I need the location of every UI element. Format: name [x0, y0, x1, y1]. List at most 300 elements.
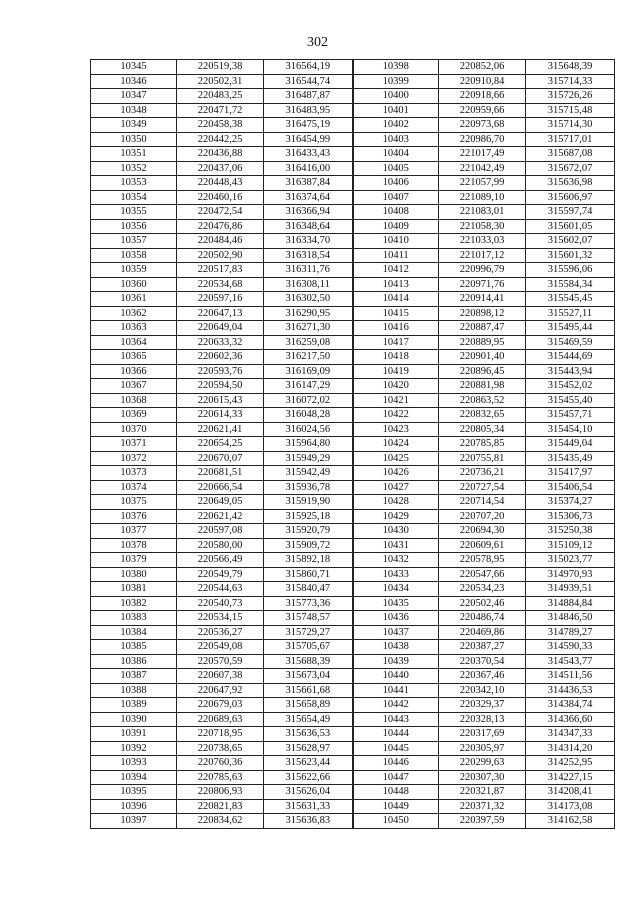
point-number-cell: 10420 — [353, 379, 439, 394]
y-coordinate-cell: 315444,69 — [526, 350, 615, 365]
point-number-cell: 10388 — [91, 683, 177, 698]
x-coordinate-cell: 220609,61 — [439, 538, 526, 553]
x-coordinate-cell: 220973,68 — [439, 118, 526, 133]
y-coordinate-cell: 315726,26 — [526, 89, 615, 104]
y-coordinate-cell: 315443,94 — [526, 364, 615, 379]
x-coordinate-cell: 220305,97 — [439, 741, 526, 756]
x-coordinate-cell: 220437,06 — [177, 161, 264, 176]
point-number-cell: 10409 — [353, 219, 439, 234]
point-number-cell: 10421 — [353, 393, 439, 408]
x-coordinate-cell: 221057,99 — [439, 176, 526, 191]
y-coordinate-cell: 315452,02 — [526, 379, 615, 394]
table-row — [91, 205, 615, 220]
table-row — [91, 814, 615, 829]
y-coordinate-cell: 315687,08 — [526, 147, 615, 162]
x-coordinate-cell: 220436,88 — [177, 147, 264, 162]
point-number-cell: 10441 — [353, 683, 439, 698]
y-coordinate-cell: 316308,11 — [264, 277, 353, 292]
x-coordinate-cell: 220694,30 — [439, 524, 526, 539]
point-number-cell: 10419 — [353, 364, 439, 379]
y-coordinate-cell: 316564,19 — [264, 60, 353, 75]
point-number-cell: 10372 — [91, 451, 177, 466]
point-number-cell: 10439 — [353, 654, 439, 669]
x-coordinate-cell: 220484,46 — [177, 234, 264, 249]
y-coordinate-cell: 315455,40 — [526, 393, 615, 408]
table-row — [91, 89, 615, 104]
table-row — [91, 538, 615, 553]
point-number-cell: 10379 — [91, 553, 177, 568]
y-coordinate-cell: 314314,20 — [526, 741, 615, 756]
x-coordinate-cell: 220549,79 — [177, 567, 264, 582]
x-coordinate-cell: 220502,31 — [177, 74, 264, 89]
x-coordinate-cell: 220607,38 — [177, 669, 264, 684]
y-coordinate-cell: 315406,54 — [526, 480, 615, 495]
y-coordinate-cell: 315964,80 — [264, 437, 353, 452]
y-coordinate-cell: 315936,78 — [264, 480, 353, 495]
x-coordinate-cell: 220901,40 — [439, 350, 526, 365]
point-number-cell: 10363 — [91, 321, 177, 336]
table-row — [91, 350, 615, 365]
table-row — [91, 234, 615, 249]
y-coordinate-cell: 315417,97 — [526, 466, 615, 481]
y-coordinate-cell: 316416,00 — [264, 161, 353, 176]
point-number-cell: 10412 — [353, 263, 439, 278]
point-number-cell: 10413 — [353, 277, 439, 292]
point-number-cell: 10416 — [353, 321, 439, 336]
table-row — [91, 451, 615, 466]
y-coordinate-cell: 315942,49 — [264, 466, 353, 481]
y-coordinate-cell: 315949,29 — [264, 451, 353, 466]
x-coordinate-cell: 220594,50 — [177, 379, 264, 394]
x-coordinate-cell: 220593,76 — [177, 364, 264, 379]
table-row — [91, 437, 615, 452]
y-coordinate-cell: 315840,47 — [264, 582, 353, 597]
x-coordinate-cell: 220536,27 — [177, 625, 264, 640]
table-row — [91, 625, 615, 640]
x-coordinate-cell: 220471,72 — [177, 103, 264, 118]
table-row — [91, 640, 615, 655]
point-number-cell: 10374 — [91, 480, 177, 495]
x-coordinate-cell: 220602,36 — [177, 350, 264, 365]
point-number-cell: 10402 — [353, 118, 439, 133]
point-number-cell: 10394 — [91, 770, 177, 785]
y-coordinate-cell: 315306,73 — [526, 509, 615, 524]
x-coordinate-cell: 220738,65 — [177, 741, 264, 756]
x-coordinate-cell: 220370,54 — [439, 654, 526, 669]
x-coordinate-cell: 220387,27 — [439, 640, 526, 655]
x-coordinate-cell: 221083,01 — [439, 205, 526, 220]
x-coordinate-cell: 220578,95 — [439, 553, 526, 568]
y-coordinate-cell: 316433,43 — [264, 147, 353, 162]
point-number-cell: 10390 — [91, 712, 177, 727]
point-number-cell: 10349 — [91, 118, 177, 133]
y-coordinate-cell: 315636,98 — [526, 176, 615, 191]
x-coordinate-cell: 220910,84 — [439, 74, 526, 89]
point-number-cell: 10351 — [91, 147, 177, 162]
x-coordinate-cell: 220476,86 — [177, 219, 264, 234]
x-coordinate-cell: 220472,54 — [177, 205, 264, 220]
y-coordinate-cell: 316387,84 — [264, 176, 353, 191]
x-coordinate-cell: 220544,63 — [177, 582, 264, 597]
point-number-cell: 10449 — [353, 799, 439, 814]
x-coordinate-cell: 220996,79 — [439, 263, 526, 278]
y-coordinate-cell: 315527,11 — [526, 306, 615, 321]
table-row — [91, 770, 615, 785]
point-number-cell: 10438 — [353, 640, 439, 655]
y-coordinate-cell: 315622,66 — [264, 770, 353, 785]
y-coordinate-cell: 315109,12 — [526, 538, 615, 553]
y-coordinate-cell: 315596,06 — [526, 263, 615, 278]
y-coordinate-cell: 315714,33 — [526, 74, 615, 89]
y-coordinate-cell: 315714,30 — [526, 118, 615, 133]
point-number-cell: 10446 — [353, 756, 439, 771]
point-number-cell: 10403 — [353, 132, 439, 147]
x-coordinate-cell: 220580,00 — [177, 538, 264, 553]
point-number-cell: 10368 — [91, 393, 177, 408]
point-number-cell: 10435 — [353, 596, 439, 611]
y-coordinate-cell: 315748,57 — [264, 611, 353, 626]
y-coordinate-cell: 315636,83 — [264, 814, 353, 829]
point-number-cell: 10436 — [353, 611, 439, 626]
table-row — [91, 654, 615, 669]
point-number-cell: 10433 — [353, 567, 439, 582]
y-coordinate-cell: 314162,58 — [526, 814, 615, 829]
point-number-cell: 10362 — [91, 306, 177, 321]
y-coordinate-cell: 314366,60 — [526, 712, 615, 727]
table-row — [91, 176, 615, 191]
table-row — [91, 509, 615, 524]
point-number-cell: 10391 — [91, 727, 177, 742]
y-coordinate-cell: 316048,28 — [264, 408, 353, 423]
y-coordinate-cell: 315636,53 — [264, 727, 353, 742]
y-coordinate-cell: 314208,41 — [526, 785, 615, 800]
y-coordinate-cell: 315688,39 — [264, 654, 353, 669]
x-coordinate-cell: 220986,70 — [439, 132, 526, 147]
x-coordinate-cell: 220549,08 — [177, 640, 264, 655]
point-number-cell: 10425 — [353, 451, 439, 466]
table-row — [91, 669, 615, 684]
y-coordinate-cell: 315435,49 — [526, 451, 615, 466]
x-coordinate-cell: 220614,33 — [177, 408, 264, 423]
y-coordinate-cell: 316311,76 — [264, 263, 353, 278]
x-coordinate-cell: 220918,66 — [439, 89, 526, 104]
table-row — [91, 422, 615, 437]
table-row — [91, 321, 615, 336]
y-coordinate-cell: 316302,50 — [264, 292, 353, 307]
y-coordinate-cell: 315545,45 — [526, 292, 615, 307]
y-coordinate-cell: 315717,01 — [526, 132, 615, 147]
point-number-cell: 10443 — [353, 712, 439, 727]
y-coordinate-cell: 315661,68 — [264, 683, 353, 698]
x-coordinate-cell: 220959,66 — [439, 103, 526, 118]
y-coordinate-cell: 315449,04 — [526, 437, 615, 452]
x-coordinate-cell: 220681,51 — [177, 466, 264, 481]
y-coordinate-cell: 316169,09 — [264, 364, 353, 379]
x-coordinate-cell: 220448,43 — [177, 176, 264, 191]
x-coordinate-cell: 220517,83 — [177, 263, 264, 278]
table-row — [91, 364, 615, 379]
point-number-cell: 10447 — [353, 770, 439, 785]
x-coordinate-cell: 220460,16 — [177, 190, 264, 205]
table-row — [91, 683, 615, 698]
x-coordinate-cell: 220647,92 — [177, 683, 264, 698]
x-coordinate-cell: 221089,10 — [439, 190, 526, 205]
x-coordinate-cell: 220679,03 — [177, 698, 264, 713]
y-coordinate-cell: 314252,95 — [526, 756, 615, 771]
y-coordinate-cell: 316374,64 — [264, 190, 353, 205]
y-coordinate-cell: 316024,56 — [264, 422, 353, 437]
y-coordinate-cell: 315658,89 — [264, 698, 353, 713]
x-coordinate-cell: 220371,32 — [439, 799, 526, 814]
y-coordinate-cell: 314590,33 — [526, 640, 615, 655]
x-coordinate-cell: 220714,54 — [439, 495, 526, 510]
point-number-cell: 10360 — [91, 277, 177, 292]
y-coordinate-cell: 316348,64 — [264, 219, 353, 234]
x-coordinate-cell: 220502,46 — [439, 596, 526, 611]
y-coordinate-cell: 315672,07 — [526, 161, 615, 176]
y-coordinate-cell: 316318,54 — [264, 248, 353, 263]
y-coordinate-cell: 314384,74 — [526, 698, 615, 713]
table-row — [91, 219, 615, 234]
table-row — [91, 379, 615, 394]
point-number-cell: 10367 — [91, 379, 177, 394]
point-number-cell: 10371 — [91, 437, 177, 452]
y-coordinate-cell: 315597,74 — [526, 205, 615, 220]
x-coordinate-cell: 221042,49 — [439, 161, 526, 176]
point-number-cell: 10386 — [91, 654, 177, 669]
point-number-cell: 10408 — [353, 205, 439, 220]
y-coordinate-cell: 316147,29 — [264, 379, 353, 394]
y-coordinate-cell: 315654,49 — [264, 712, 353, 727]
x-coordinate-cell: 220540,73 — [177, 596, 264, 611]
point-number-cell: 10356 — [91, 219, 177, 234]
point-number-cell: 10345 — [91, 60, 177, 75]
table-row — [91, 698, 615, 713]
x-coordinate-cell: 220534,23 — [439, 582, 526, 597]
x-coordinate-cell: 220889,95 — [439, 335, 526, 350]
point-number-cell: 10357 — [91, 234, 177, 249]
table-row — [91, 756, 615, 771]
point-number-cell: 10347 — [91, 89, 177, 104]
x-coordinate-cell: 220914,41 — [439, 292, 526, 307]
y-coordinate-cell: 315606,97 — [526, 190, 615, 205]
y-coordinate-cell: 315673,04 — [264, 669, 353, 684]
point-number-cell: 10350 — [91, 132, 177, 147]
x-coordinate-cell: 220821,83 — [177, 799, 264, 814]
y-coordinate-cell: 316290,95 — [264, 306, 353, 321]
x-coordinate-cell: 220736,21 — [439, 466, 526, 481]
y-coordinate-cell: 316544,74 — [264, 74, 353, 89]
point-number-cell: 10358 — [91, 248, 177, 263]
y-coordinate-cell: 316217,50 — [264, 350, 353, 365]
point-number-cell: 10430 — [353, 524, 439, 539]
table-row — [91, 553, 615, 568]
x-coordinate-cell: 220566,49 — [177, 553, 264, 568]
x-coordinate-cell: 220666,54 — [177, 480, 264, 495]
x-coordinate-cell: 220727,54 — [439, 480, 526, 495]
x-coordinate-cell: 220621,41 — [177, 422, 264, 437]
table-row — [91, 393, 615, 408]
point-number-cell: 10429 — [353, 509, 439, 524]
point-number-cell: 10444 — [353, 727, 439, 742]
y-coordinate-cell: 315454,10 — [526, 422, 615, 437]
point-number-cell: 10410 — [353, 234, 439, 249]
y-coordinate-cell: 314939,51 — [526, 582, 615, 597]
x-coordinate-cell: 220621,42 — [177, 509, 264, 524]
point-number-cell: 10422 — [353, 408, 439, 423]
x-coordinate-cell: 220299,63 — [439, 756, 526, 771]
point-number-cell: 10354 — [91, 190, 177, 205]
point-number-cell: 10392 — [91, 741, 177, 756]
point-number-cell: 10450 — [353, 814, 439, 829]
y-coordinate-cell: 315909,72 — [264, 538, 353, 553]
table-row — [91, 799, 615, 814]
x-coordinate-cell: 220852,06 — [439, 60, 526, 75]
table-row — [91, 408, 615, 423]
table-row — [91, 524, 615, 539]
point-number-cell: 10405 — [353, 161, 439, 176]
y-coordinate-cell: 315623,44 — [264, 756, 353, 771]
x-coordinate-cell: 220534,68 — [177, 277, 264, 292]
x-coordinate-cell: 220633,32 — [177, 335, 264, 350]
x-coordinate-cell: 220597,08 — [177, 524, 264, 539]
x-coordinate-cell: 220649,05 — [177, 495, 264, 510]
table-row — [91, 611, 615, 626]
x-coordinate-cell: 220971,76 — [439, 277, 526, 292]
point-number-cell: 10369 — [91, 408, 177, 423]
point-number-cell: 10353 — [91, 176, 177, 191]
x-coordinate-cell: 220887,47 — [439, 321, 526, 336]
point-number-cell: 10370 — [91, 422, 177, 437]
point-number-cell: 10411 — [353, 248, 439, 263]
x-coordinate-cell: 220483,25 — [177, 89, 264, 104]
x-coordinate-cell: 220329,37 — [439, 698, 526, 713]
y-coordinate-cell: 315860,71 — [264, 567, 353, 582]
table-row — [91, 263, 615, 278]
point-number-cell: 10373 — [91, 466, 177, 481]
y-coordinate-cell: 314436,53 — [526, 683, 615, 698]
point-number-cell: 10381 — [91, 582, 177, 597]
y-coordinate-cell: 315729,27 — [264, 625, 353, 640]
x-coordinate-cell: 220689,63 — [177, 712, 264, 727]
point-number-cell: 10375 — [91, 495, 177, 510]
x-coordinate-cell: 220519,38 — [177, 60, 264, 75]
x-coordinate-cell: 220534,15 — [177, 611, 264, 626]
point-number-cell: 10393 — [91, 756, 177, 771]
point-number-cell: 10445 — [353, 741, 439, 756]
x-coordinate-cell: 220863,52 — [439, 393, 526, 408]
table-row — [91, 466, 615, 481]
point-number-cell: 10437 — [353, 625, 439, 640]
x-coordinate-cell: 221017,12 — [439, 248, 526, 263]
y-coordinate-cell: 314173,08 — [526, 799, 615, 814]
y-coordinate-cell: 316454,99 — [264, 132, 353, 147]
x-coordinate-cell: 220718,95 — [177, 727, 264, 742]
x-coordinate-cell: 221017,49 — [439, 147, 526, 162]
table-row — [91, 712, 615, 727]
point-number-cell: 10352 — [91, 161, 177, 176]
point-number-cell: 10399 — [353, 74, 439, 89]
y-coordinate-cell: 315925,18 — [264, 509, 353, 524]
y-coordinate-cell: 315628,97 — [264, 741, 353, 756]
point-number-cell: 10432 — [353, 553, 439, 568]
y-coordinate-cell: 316334,70 — [264, 234, 353, 249]
table-row — [91, 60, 615, 75]
point-number-cell: 10417 — [353, 335, 439, 350]
table-row — [91, 277, 615, 292]
x-coordinate-cell: 221058,30 — [439, 219, 526, 234]
x-coordinate-cell: 220397,59 — [439, 814, 526, 829]
y-coordinate-cell: 314511,56 — [526, 669, 615, 684]
y-coordinate-cell: 316475,19 — [264, 118, 353, 133]
table-row — [91, 161, 615, 176]
x-coordinate-cell: 220806,93 — [177, 785, 264, 800]
point-number-cell: 10426 — [353, 466, 439, 481]
y-coordinate-cell: 315457,71 — [526, 408, 615, 423]
x-coordinate-cell: 220670,07 — [177, 451, 264, 466]
point-number-cell: 10389 — [91, 698, 177, 713]
point-number-cell: 10424 — [353, 437, 439, 452]
y-coordinate-cell: 315626,04 — [264, 785, 353, 800]
point-number-cell: 10396 — [91, 799, 177, 814]
x-coordinate-cell: 220328,13 — [439, 712, 526, 727]
x-coordinate-cell: 220321,87 — [439, 785, 526, 800]
point-number-cell: 10418 — [353, 350, 439, 365]
table-row — [91, 480, 615, 495]
point-number-cell: 10414 — [353, 292, 439, 307]
point-number-cell: 10395 — [91, 785, 177, 800]
table-row — [91, 785, 615, 800]
point-number-cell: 10376 — [91, 509, 177, 524]
x-coordinate-cell: 220597,16 — [177, 292, 264, 307]
y-coordinate-cell: 315601,05 — [526, 219, 615, 234]
point-number-cell: 10448 — [353, 785, 439, 800]
y-coordinate-cell: 316483,95 — [264, 103, 353, 118]
point-number-cell: 10361 — [91, 292, 177, 307]
table-row — [91, 582, 615, 597]
x-coordinate-cell: 220469,86 — [439, 625, 526, 640]
point-number-cell: 10431 — [353, 538, 439, 553]
page-number: 302 — [307, 35, 328, 50]
y-coordinate-cell: 315919,90 — [264, 495, 353, 510]
y-coordinate-cell: 315584,34 — [526, 277, 615, 292]
y-coordinate-cell: 315715,48 — [526, 103, 615, 118]
point-number-cell: 10378 — [91, 538, 177, 553]
table-row — [91, 495, 615, 510]
y-coordinate-cell: 316366,94 — [264, 205, 353, 220]
y-coordinate-cell: 314846,50 — [526, 611, 615, 626]
x-coordinate-cell: 220647,13 — [177, 306, 264, 321]
x-coordinate-cell: 220896,45 — [439, 364, 526, 379]
table-row — [91, 248, 615, 263]
point-number-cell: 10397 — [91, 814, 177, 829]
x-coordinate-cell: 220649,04 — [177, 321, 264, 336]
y-coordinate-cell: 315705,67 — [264, 640, 353, 655]
y-coordinate-cell: 314884,84 — [526, 596, 615, 611]
table-row — [91, 596, 615, 611]
point-number-cell: 10442 — [353, 698, 439, 713]
y-coordinate-cell: 316487,87 — [264, 89, 353, 104]
x-coordinate-cell: 220898,12 — [439, 306, 526, 321]
y-coordinate-cell: 315648,39 — [526, 60, 615, 75]
y-coordinate-cell: 314970,93 — [526, 567, 615, 582]
table-row — [91, 741, 615, 756]
x-coordinate-cell: 220805,34 — [439, 422, 526, 437]
y-coordinate-cell: 314227,15 — [526, 770, 615, 785]
table-row — [91, 103, 615, 118]
x-coordinate-cell: 220486,74 — [439, 611, 526, 626]
x-coordinate-cell: 221033,03 — [439, 234, 526, 249]
